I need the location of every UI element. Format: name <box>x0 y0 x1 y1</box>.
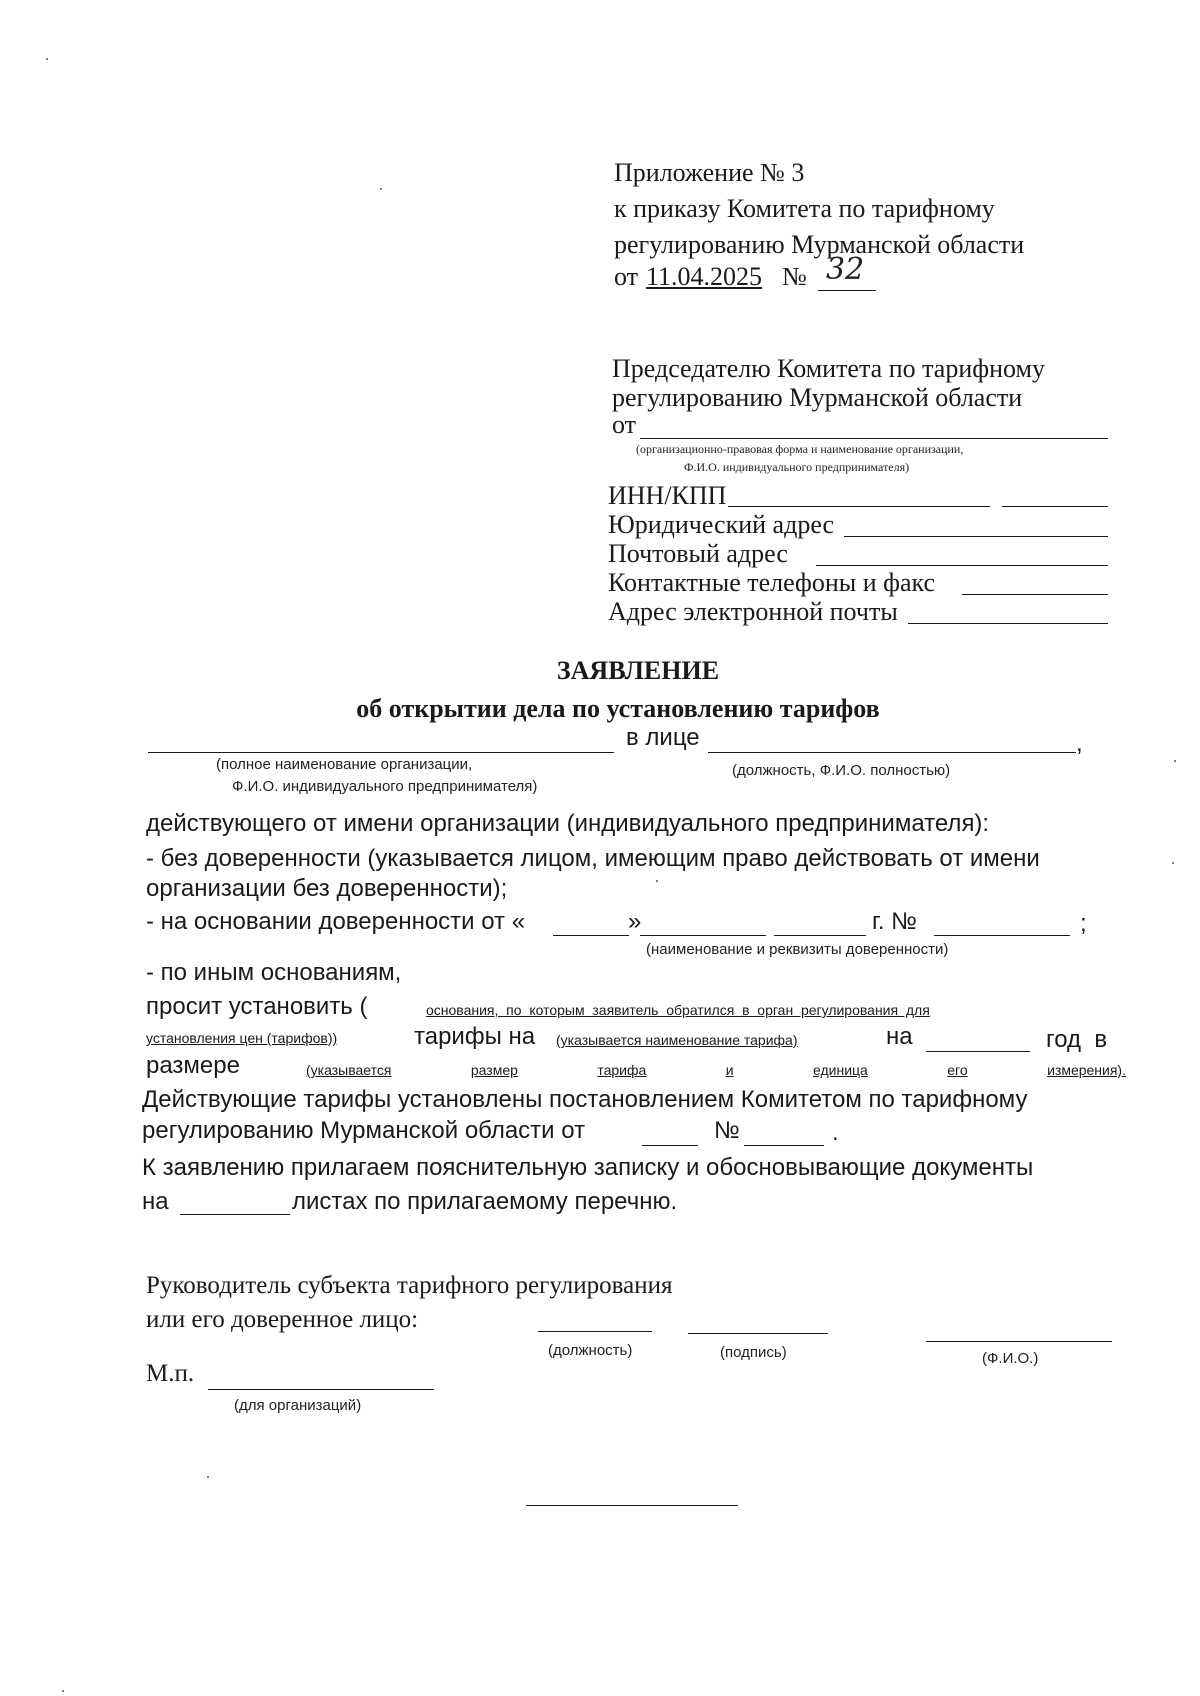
current-number-line[interactable] <box>744 1145 824 1146</box>
proxy-month-line[interactable] <box>640 935 766 936</box>
from-label: от <box>612 410 637 439</box>
proxy-caption: (наименование и реквизиты доверенности) <box>646 941 949 958</box>
appendix-line1: Приложение № 3 <box>614 158 805 187</box>
addressee-line1: Председателю Комитета по тарифному <box>612 354 1045 383</box>
scan-speck <box>380 188 382 190</box>
year-label: год в <box>1046 1026 1108 1053</box>
caption-position: (должность, Ф.И.О. полностью) <box>732 762 951 779</box>
name-line[interactable] <box>926 1341 1112 1342</box>
scan-speck <box>46 58 48 60</box>
size-word: размер <box>470 1062 518 1078</box>
from-caption-1: (организационно-правовая форма и наименование организации, <box>636 442 964 456</box>
caption-position-sign: (должность) <box>548 1342 633 1359</box>
stamp-label: М.п. <box>146 1360 195 1387</box>
proxy-close-quote: » <box>628 908 642 935</box>
kpp-field-line[interactable] <box>1002 506 1108 507</box>
current-date-line[interactable] <box>642 1145 698 1146</box>
no-proxy-line1: - без доверенности (указывается лицом, имеющим право действовать от имени <box>146 845 1040 872</box>
proxy-number-line[interactable] <box>934 935 1070 936</box>
scan-speck <box>207 1476 209 1478</box>
current-end: . <box>832 1119 839 1146</box>
acting-line: действующего от имени организации (индивидуального предпринимателя): <box>146 810 990 837</box>
tariff-name: (указывается наименование тарифа) <box>556 1032 798 1048</box>
appendix-date: 11.04.2025 <box>646 262 763 291</box>
stamp-line[interactable] <box>208 1389 434 1390</box>
appendix-number-prefix: № <box>782 262 807 291</box>
inn-field-line[interactable] <box>728 506 990 507</box>
scan-speck <box>656 880 658 882</box>
phones-label: Контактные телефоны и факс <box>608 568 936 597</box>
current-line1: Действующие тарифы установлены постановлением Комитетом по тарифному <box>142 1086 1028 1113</box>
appendix-line2: к приказу Комитета по тарифному <box>614 194 995 223</box>
current-line2-prefix: регулированию Мурманской области от <box>142 1117 586 1144</box>
legal-address-label: Юридический адрес <box>608 510 835 539</box>
addressee-line2: регулированию Мурманской области <box>612 383 1023 412</box>
size-label: размере <box>146 1052 240 1079</box>
document-subtitle: об открытии дела по установлению тарифов <box>356 694 880 723</box>
other-grounds: - по иным основаниям, <box>146 959 402 986</box>
attach-pages-line[interactable] <box>180 1214 290 1215</box>
year-field-line[interactable] <box>926 1051 1030 1052</box>
document-title: ЗАЯВЛЕНИЕ <box>556 656 720 685</box>
attach-prefix: на <box>142 1188 169 1215</box>
email-label: Адрес электронной почты <box>608 597 898 626</box>
from-field-line[interactable] <box>640 438 1108 439</box>
caption-signature: (подпись) <box>720 1344 787 1361</box>
comma: , <box>1076 730 1083 757</box>
applicant-name-line[interactable] <box>148 752 614 753</box>
scan-speck <box>1174 760 1176 762</box>
proxy-year-label: г. № <box>872 908 917 935</box>
size-words-row <box>306 1062 1126 1078</box>
appendix-number-handwritten: 32 <box>826 252 865 287</box>
closing-separator <box>526 1505 738 1506</box>
proxy-prefix: - на основании доверенности от « <box>146 908 526 935</box>
request-prefix: просит установить ( <box>146 993 368 1020</box>
signature-line2: или его доверенное лицо: <box>146 1306 419 1333</box>
on-label: на <box>886 1023 913 1050</box>
grounds-line1: основания, по которым заявитель обратился в орган регулирования для <box>426 1002 930 1018</box>
position-line[interactable] <box>538 1331 652 1332</box>
current-no: № <box>714 1117 740 1144</box>
email-field-line[interactable] <box>908 623 1108 624</box>
tariffs-on: тарифы на <box>414 1023 536 1050</box>
caption-name: (Ф.И.О.) <box>982 1350 1039 1367</box>
caption-org-1: (полное наименование организации, <box>216 756 473 773</box>
size-word: и <box>725 1062 734 1078</box>
size-word: единица <box>813 1062 868 1078</box>
size-word: его <box>947 1062 968 1078</box>
proxy-end: ; <box>1080 910 1087 937</box>
grounds-line2: установления цен (тарифов)) <box>146 1030 338 1046</box>
scan-speck <box>62 1690 64 1692</box>
appendix-line3: регулированию Мурманской области <box>614 230 1025 259</box>
postal-address-label: Почтовый адрес <box>608 539 788 568</box>
size-word: тарифа <box>597 1062 647 1078</box>
size-word: (указывается <box>306 1062 392 1078</box>
scan-speck <box>1172 862 1174 864</box>
from-caption-2: Ф.И.О. индивидуального предпринимателя) <box>684 460 910 474</box>
inn-label: ИНН/КПП <box>608 481 727 510</box>
size-word: измерения). <box>1047 1062 1126 1078</box>
in-person-label: в лице <box>626 724 700 751</box>
no-proxy-line2: организации без доверенности); <box>146 875 508 902</box>
stamp-caption: (для организаций) <box>234 1397 362 1414</box>
appendix-date-prefix: от <box>614 262 639 291</box>
proxy-year-line[interactable] <box>774 935 866 936</box>
representative-line[interactable] <box>708 752 1076 753</box>
legal-address-field-line[interactable] <box>844 536 1108 537</box>
attach-line1: К заявлению прилагаем пояснительную записку и обосновывающие документы <box>142 1154 1034 1181</box>
caption-org-2: Ф.И.О. индивидуального предпринимателя) <box>232 778 538 795</box>
attach-suffix: листах по прилагаемому перечню. <box>292 1188 678 1215</box>
phones-field-line[interactable] <box>962 594 1108 595</box>
signature-line1: Руководитель субъекта тарифного регулирования <box>146 1272 673 1299</box>
proxy-day-line[interactable] <box>553 935 629 936</box>
signature-line[interactable] <box>688 1333 828 1334</box>
appendix-number-underline <box>818 290 876 291</box>
